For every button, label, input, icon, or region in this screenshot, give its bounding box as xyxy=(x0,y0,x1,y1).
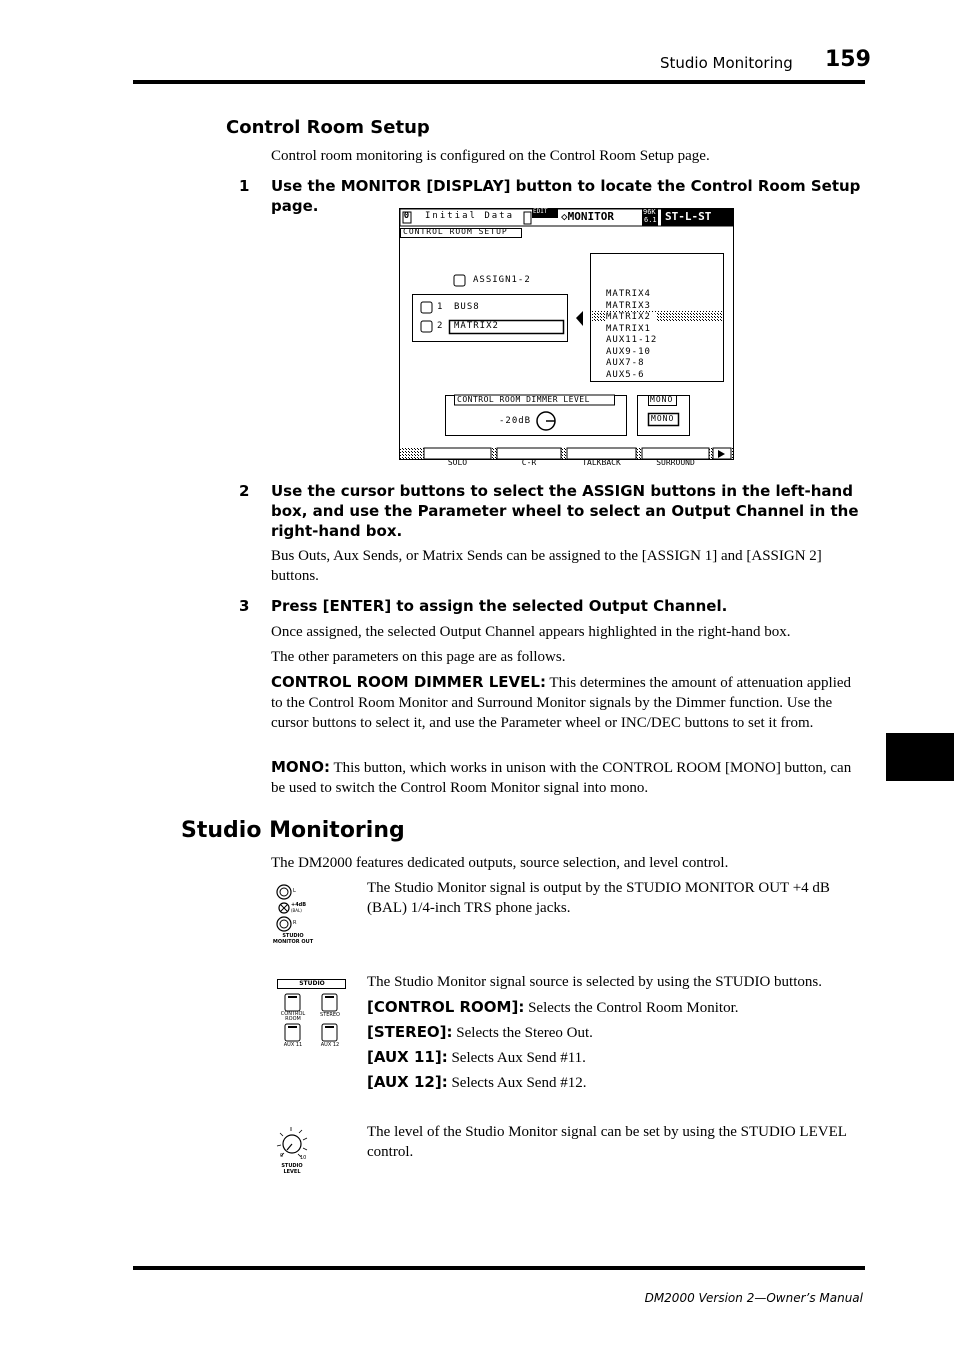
step2-text: Use the cursor buttons to select the ASSIGN buttons in the left-hand box, and use the Parameter wheel to select an Output Channel in the right-hand box. xyxy=(271,482,859,540)
knob-caption-2: LEVEL xyxy=(283,1169,301,1175)
item-label: [STEREO]: xyxy=(367,1023,453,1041)
item-text: Selects Aux Send #12. xyxy=(447,1075,587,1091)
lcd-list-item: AUX5-6 xyxy=(606,369,645,380)
footer-manual: DM2000 Version 2—Owner’s Manual xyxy=(644,1291,863,1305)
lcd-dimmer-value: -20dB xyxy=(499,416,532,426)
step1-num: 1 xyxy=(239,177,250,195)
item-text: Selects Aux Send #11. xyxy=(447,1050,586,1066)
studio-btn-control-room-label: CONTROL ROOM xyxy=(280,1011,306,1022)
studio-item-stereo xyxy=(367,1022,593,1043)
step3-num: 3 xyxy=(239,597,250,615)
lcd-edit: EDIT xyxy=(533,208,548,215)
studio-level-text: The level of the Studio Monitor signal can be set by using the STUDIO LEVEL control. xyxy=(367,1124,847,1160)
lcd-tab-solo: SOLO xyxy=(447,458,468,467)
mono-label: MONO: xyxy=(271,758,330,776)
lcd-list-item: MATRIX2 xyxy=(606,312,657,324)
lcd-assign2-value: MATRIX2 xyxy=(454,321,499,331)
lcd-assign1-value: BUS8 xyxy=(454,302,480,312)
step2-body: Bus Outs, Aux Sends, or Matrix Sends can be assigned to the [ASSIGN 1] and [ASSIGN 2] buttons. xyxy=(271,548,822,584)
studio-item-aux12 xyxy=(367,1072,586,1093)
lcd-rate2: 6.1 xyxy=(644,216,657,224)
dimmer-label: CONTROL ROOM DIMMER LEVEL: xyxy=(271,673,546,691)
studio-monitor-out-jacks xyxy=(270,883,320,945)
lcd-page-title: CONTROL ROOM SETUP xyxy=(403,227,508,236)
lcd-list-item: MATRIX3 xyxy=(606,300,651,311)
studio-intro: The DM2000 features dedicated outputs, source selection, and level control. xyxy=(271,855,729,871)
lcd-list-item: AUX11-12 xyxy=(606,335,658,345)
studio-item-aux11 xyxy=(367,1047,586,1068)
lcd-mono-title: MONO xyxy=(650,395,674,404)
lcd-screen xyxy=(399,208,734,467)
studio-item-control-room xyxy=(367,997,739,1018)
footer-rule xyxy=(133,1266,865,1270)
item-label: [CONTROL ROOM]: xyxy=(367,998,525,1016)
mono-paragraph xyxy=(271,757,865,798)
studio-btn-aux12-label: AUX 12 xyxy=(320,1042,340,1048)
jack-caption-2: MONITOR OUT xyxy=(272,939,314,945)
studio-level-knob xyxy=(276,1126,312,1176)
item-label: [AUX 12]: xyxy=(367,1073,448,1091)
dimmer-text: This determines the amount of attenuation applied to the Control Room Monitor and Surround Monitor signals by the Dimmer function. Use the cursor buttons to select it, and use the Parameter wheel or INC/DEC buttons to set it from. xyxy=(271,675,852,731)
control-room-heading: Control Room Setup xyxy=(226,117,430,138)
knob-caption-1: STUDIO xyxy=(281,1163,303,1169)
lcd-assign2-num: 2 xyxy=(437,321,444,331)
studio-panel-title: STUDIO xyxy=(299,980,325,987)
jack-r-label: R xyxy=(293,920,297,926)
jack-l-label: L xyxy=(293,888,296,894)
header-rule xyxy=(133,80,865,84)
step3-body1: Once assigned, the selected Output Channel appears highlighted in the right-hand box. xyxy=(271,624,791,640)
studio-select-text: The Studio Monitor signal source is selected by using the STUDIO buttons. xyxy=(367,974,822,990)
studio-out-text: The Studio Monitor signal is output by the STUDIO MONITOR OUT +4 dB (BAL) 1/4-inch TRS phone jacks. xyxy=(367,880,830,916)
step1-text: Use the MONITOR [DISPLAY] button to locate the Control Room Setup page. xyxy=(271,177,861,215)
lcd-assign-label: ASSIGN1-2 xyxy=(473,275,531,285)
lcd-list-item: MATRIX1 xyxy=(606,323,651,334)
studio-btn-aux11-label: AUX 11 xyxy=(283,1042,303,1048)
jack-level-label: +4dB xyxy=(291,902,307,908)
lcd-output-list xyxy=(606,289,657,381)
item-text: Selects the Stereo Out. xyxy=(452,1025,593,1041)
lcd-tab-talkback: TALKBACK xyxy=(582,458,621,467)
dimmer-paragraph xyxy=(271,672,865,733)
lcd-list-item: AUX9-10 xyxy=(606,346,651,357)
studio-buttons-panel xyxy=(276,978,348,1050)
lcd-list-item: MATRIX4 xyxy=(606,289,651,299)
mono-text: This button, which works in unison with the CONTROL ROOM [MONO] button, can be used to switch the Control Room Monitor signal into mono. xyxy=(271,760,852,796)
lcd-tab-cr: C-R xyxy=(521,458,537,467)
item-text: Selects the Control Room Monitor. xyxy=(524,1000,739,1016)
knob-max-label: 10 xyxy=(300,1155,307,1161)
lcd-scene-name: Initial Data xyxy=(425,211,515,221)
knob-min-label: 0 xyxy=(280,1153,284,1159)
jack-caption-1: STUDIO xyxy=(282,933,304,939)
lcd-tab-surround: SURROUND xyxy=(656,458,695,467)
control-room-intro: Control room monitoring is configured on the Control Room Setup page. xyxy=(271,148,710,164)
item-label: [AUX 11]: xyxy=(367,1048,448,1066)
lcd-mono-button: MONO xyxy=(651,414,675,423)
step2-num: 2 xyxy=(239,482,250,500)
step3-body2: The other parameters on this page are as follows. xyxy=(271,649,566,665)
header-section: Studio Monitoring xyxy=(660,54,793,72)
lcd-rate: 96K xyxy=(643,208,656,216)
chapter-tab-marker xyxy=(886,733,954,781)
lcd-mode: ST-L-ST xyxy=(665,210,712,223)
lcd-scene-num: 0 xyxy=(403,211,411,221)
lcd-list-item: AUX7-8 xyxy=(606,358,645,368)
lcd-assign1-num: 1 xyxy=(437,302,444,312)
jack-bal-label: (BAL) xyxy=(291,908,302,913)
studio-heading: Studio Monitoring xyxy=(181,818,405,843)
step3-text: Press [ENTER] to assign the selected Output Channel. xyxy=(271,597,728,615)
lcd-monitor: ◇MONITOR xyxy=(561,210,614,223)
lcd-dimmer-title: CONTROL ROOM DIMMER LEVEL xyxy=(457,395,590,404)
studio-btn-stereo-label: STEREO xyxy=(320,1012,340,1018)
page-number: 159 xyxy=(825,47,871,72)
